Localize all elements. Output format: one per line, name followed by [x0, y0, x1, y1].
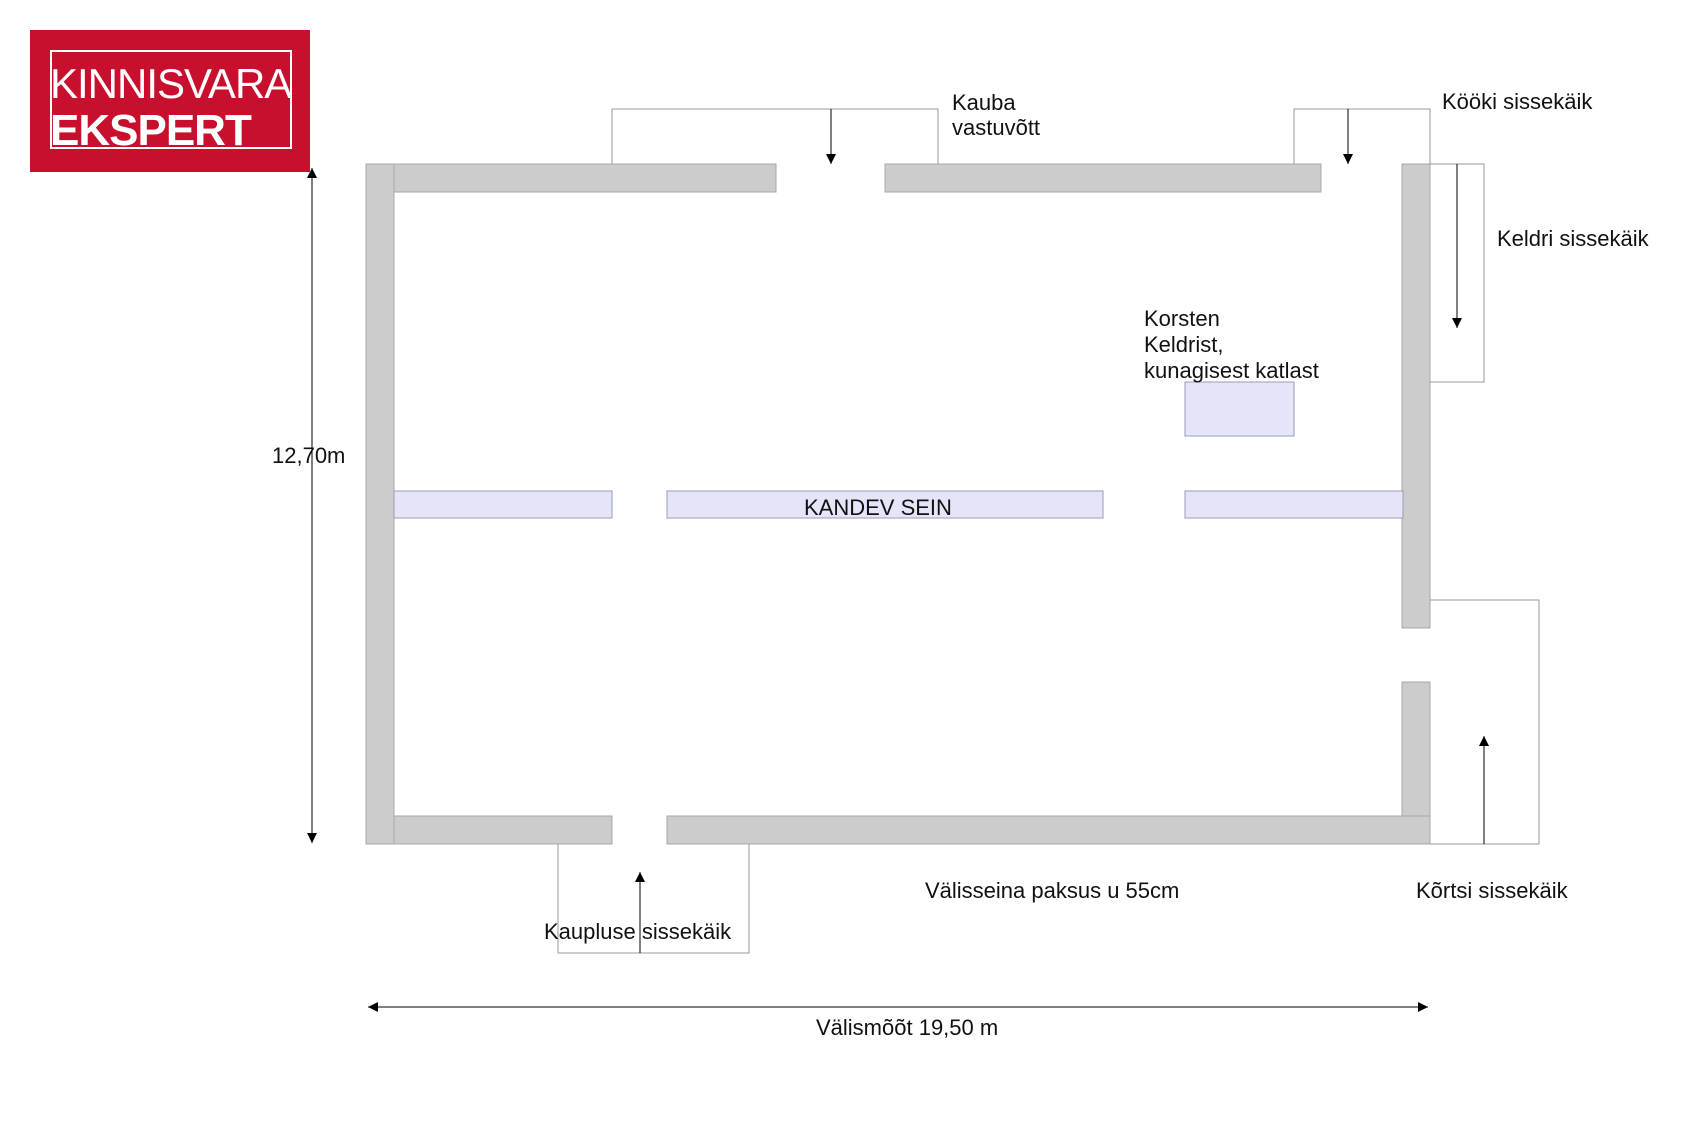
logo-line2: EKSPERT [50, 106, 251, 155]
pub-entrance-label: Kõrtsi sissekäik [1416, 878, 1568, 903]
wall-top-left [394, 164, 776, 192]
wall-thickness-label: Välisseina paksus u 55cm [925, 878, 1180, 903]
width-dimension-label: Välismõõt 19,50 m [816, 1015, 999, 1040]
kitchen-entrance-label: Kööki sissekäik [1442, 89, 1593, 114]
logo [30, 30, 310, 172]
chimney [1185, 382, 1294, 436]
chimney-label-line3: kunagisest katlast [1144, 358, 1319, 383]
store-entrance-label: Kaupluse sissekäik [544, 919, 732, 944]
wall-top-middle [885, 164, 1321, 192]
cellar-entrance-label: Keldri sissekäik [1497, 226, 1649, 251]
wall-right-upper [1402, 164, 1430, 628]
wall-left [366, 164, 394, 844]
wall-bottom-right [667, 816, 1430, 844]
bearing-wall-segment-right [1185, 491, 1403, 518]
goods-receipt-label-line2: vastuvõtt [952, 115, 1041, 140]
goods-receipt-label-line1: Kauba [952, 90, 1016, 115]
logo-line1: KINNISVARA [50, 60, 292, 107]
height-dimension-label: 12,70m [272, 443, 346, 468]
wall-bottom-left [394, 816, 612, 844]
wall-right-lower [1402, 682, 1430, 816]
chimney-label-line1: Korsten [1144, 306, 1220, 331]
chimney-label-line2: Keldrist, [1144, 332, 1224, 357]
kitchen-entrance-outline [1294, 109, 1430, 164]
bearing-wall-label: KANDEV SEIN [804, 495, 952, 520]
goods-receipt-outline [612, 109, 938, 164]
bearing-wall-segment-left [394, 491, 612, 518]
